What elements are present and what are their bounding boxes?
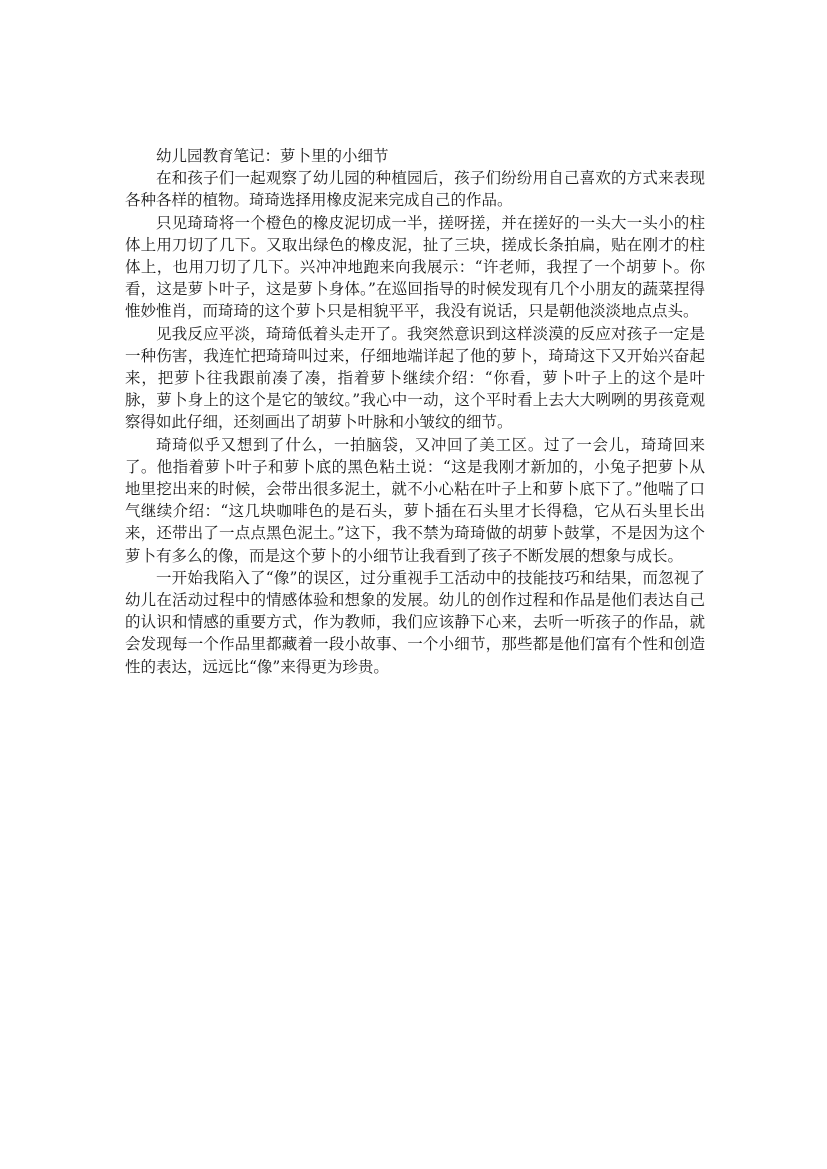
document-title: 幼儿园教育笔记：萝卜里的小细节 [156,147,389,165]
document-body [125,145,705,678]
paragraph-1: 在和孩子们一起观察了幼儿园的种植园后，孩子们纷纷用自己喜欢的方式来表现各种各样的植物。琦琦选择用橡皮泥来完成自己的作品。 [125,169,705,210]
paragraph-5: 一开始我陷入了“像”的误区，过分重视手工活动中的技能技巧和结果，而忽视了幼儿在活动过程中的情感体验和想象的发展。幼儿的创作过程和作品是他们表达自己的认识和情感的重要方式，作为教师，我们应该静下心来，去听一听孩子的作品，就会发现每一个作品里都藏着一段小故事、一个小细节，那些都是他们富有个性和创造性的表达，远远比“像”来得更为珍贵。 [125,568,705,676]
paragraph-2: 只见琦琦将一个橙色的橡皮泥切成一半，搓呀搓，并在搓好的一头大一头小的柱体上用刀切了几下。又取出绿色的橡皮泥，扯了三块，搓成长条拍扁，贴在刚才的柱体上，也用刀切了几下。兴冲冲地跑来向我展示：“许老师，我捏了一个胡萝卜。你看，这是萝卜叶子，这是萝卜身体。”在巡回指导的时候发现有几个小朋友的蔬菜捏得惟妙惟肖，而琦琦的这个萝卜只是相貌平平，我没有说话，只是朝他淡淡地点点头。 [125,213,705,321]
paragraph-4: 琦琦似乎又想到了什么，一拍脑袋，又冲回了美工区。过了一会儿，琦琦回来了。他指着萝卜叶子和萝卜底的黑色粘土说：“这是我刚才新加的，小兔子把萝卜从地里挖出来的时候，会带出很多泥土，就不小心粘在叶子上和萝卜底下了。”他喘了口气继续介绍：“这几块咖啡色的是石头，萝卜插在石头里才长得稳，它从石头里长出来，还带出了一点点黑色泥土。”这下，我不禁为琦琦做的胡萝卜鼓掌，不是因为这个萝卜有多么的像，而是这个萝卜的小细节让我看到了孩子不断发展的想象与成长。 [125,435,705,565]
paragraph-3: 见我反应平淡，琦琦低着头走开了。我突然意识到这样淡漠的反应对孩子一定是一种伤害，我连忙把琦琦叫过来，仔细地端详起了他的萝卜，琦琦这下又开始兴奋起来，把萝卜往我跟前凑了凑，指着萝卜继续介绍：“你看，萝卜叶子上的这个是叶脉，萝卜身上的这个是它的皱纹。”我心中一动，这个平时看上去大大咧咧的男孩竟观察得如此仔细，还刻画出了胡萝卜叶脉和小皱纹的细节。 [125,324,705,432]
